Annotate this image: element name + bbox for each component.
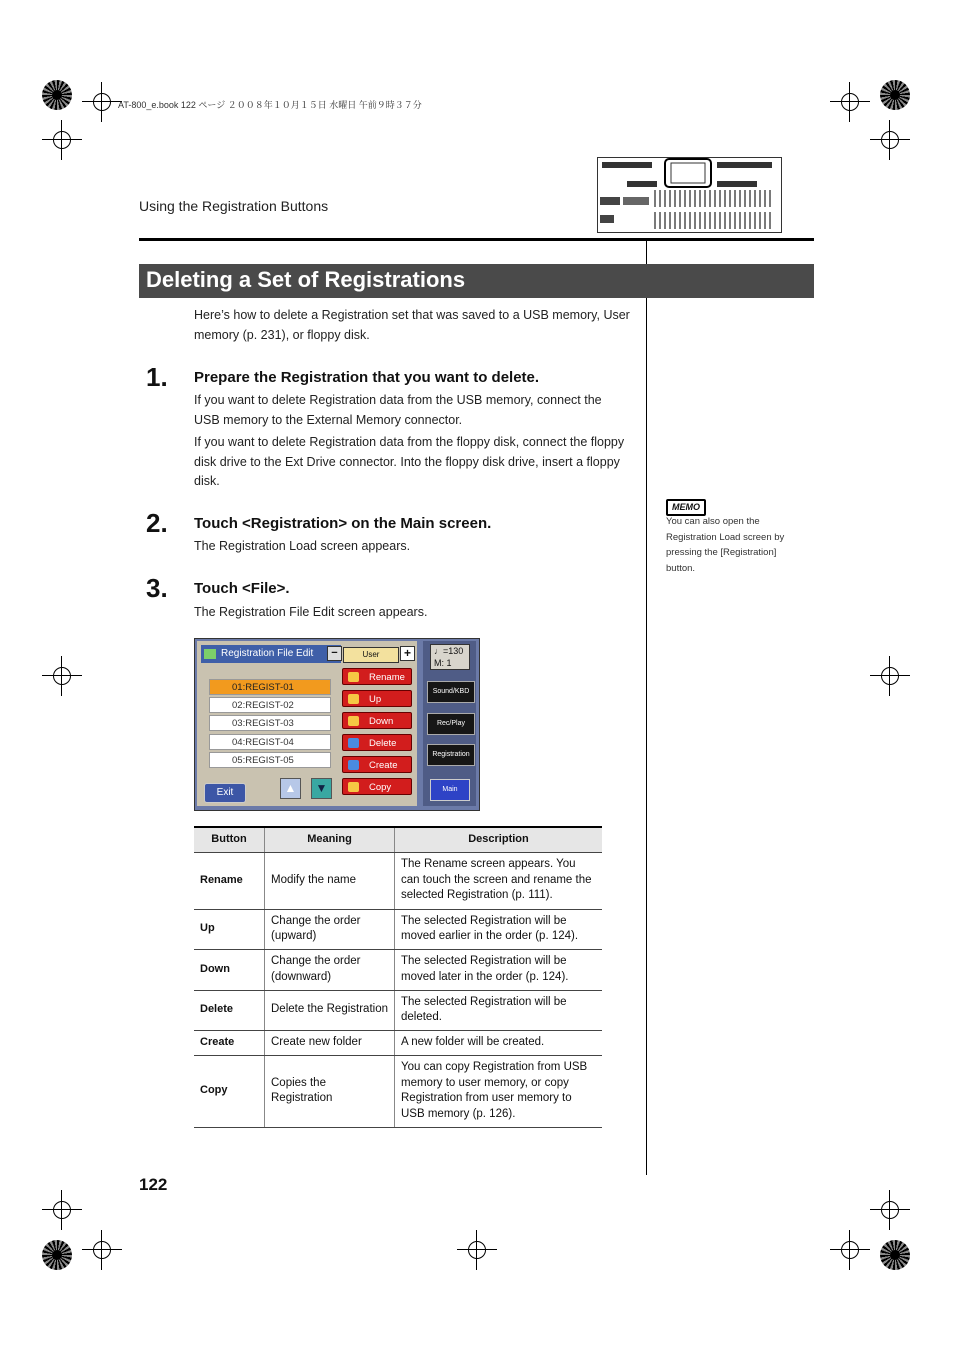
crop-mark — [82, 1230, 122, 1270]
registration-mark — [42, 1240, 72, 1270]
registration-mark — [880, 1240, 910, 1270]
memo-label: MEMO — [672, 502, 700, 512]
up-button[interactable]: Up — [342, 690, 412, 707]
table-cell: Create new folder — [265, 1030, 395, 1055]
delete-button[interactable]: Delete — [342, 734, 412, 751]
delete-icon — [348, 738, 359, 748]
table-row — [194, 949, 602, 990]
page-heading — [139, 264, 814, 298]
memo-text: You can also open the Registration Load screen by pressing the [Registration] button. — [666, 516, 785, 574]
crop-mark — [870, 120, 910, 160]
table-row — [194, 990, 602, 1030]
up-icon — [348, 694, 359, 704]
location-display: User — [343, 647, 399, 663]
location-minus-button[interactable]: − — [327, 646, 342, 661]
table-header: Description — [395, 827, 603, 852]
table-cell: Modify the name — [265, 852, 395, 909]
file-row[interactable]: 01:REGIST-01 — [209, 679, 331, 695]
header-rule — [139, 238, 814, 241]
table-cell: You can copy Registration from USB memory to user memory, or copy Registration from user memory to USB memory (p. 126). — [395, 1055, 603, 1127]
step-3-para-1: The Registration File Edit screen appears. — [194, 605, 428, 619]
column-divider — [646, 240, 647, 1175]
registration-file-edit-screen — [194, 638, 480, 811]
crop-mark — [42, 120, 82, 160]
crop-mark — [870, 656, 910, 696]
screen-title: Registration File Edit — [201, 645, 341, 663]
create-folder-icon — [348, 760, 359, 770]
step-number-2: 2. — [146, 508, 168, 538]
table-cell: Down — [194, 949, 265, 990]
table-cell: Delete — [194, 990, 265, 1030]
step-2-para-1: The Registration Load screen appears. — [194, 539, 411, 553]
heading-text: Deleting a Set of Registrations — [146, 267, 466, 292]
table-row — [194, 1030, 602, 1055]
file-info: AT-800_e.book 122 ページ ２００８年１０月１５日 水曜日 午前９時３７分 — [118, 100, 422, 110]
table-row — [194, 852, 602, 909]
file-row[interactable]: 03:REGIST-03 — [209, 715, 331, 731]
step-1-para-1: If you want to delete Registration data from the USB memory, connect the USB memory to the External Memory connector. — [194, 393, 602, 427]
scroll-up-button[interactable]: ▲ — [280, 778, 301, 799]
crop-mark — [870, 1190, 910, 1230]
crop-mark — [82, 82, 122, 122]
registration-button[interactable]: Registration — [427, 744, 475, 766]
copy-button[interactable]: Copy — [342, 778, 412, 795]
table-header: Button — [194, 827, 265, 852]
screen-main-area — [197, 641, 417, 806]
organ-panel-illustration — [597, 157, 782, 233]
table-cell: Up — [194, 909, 265, 949]
registration-mark — [880, 80, 910, 110]
intro-text: Here’s how to delete a Registration set that was saved to a USB memory, User memory (p. 231), or floppy disk. — [194, 308, 630, 342]
table-cell: Copy — [194, 1055, 265, 1127]
tempo-display: ♩=130 M: 1 — [430, 644, 470, 670]
copy-icon — [348, 782, 359, 792]
table-row — [194, 1055, 602, 1127]
rec-play-button[interactable]: Rec/Play — [427, 713, 475, 735]
page-number: 122 — [139, 1175, 168, 1194]
folder-icon — [204, 649, 216, 659]
table-cell: The Rename screen appears. You can touch the screen and rename the selected Registration (p. 111). — [395, 852, 603, 909]
step-title-3: Touch <File>. — [194, 580, 290, 597]
crop-mark — [457, 1230, 497, 1270]
step-1-para-2: If you want to delete Registration data from the floppy disk, connect the floppy disk drive to the Ext Drive connector. Into the floppy disk drive, insert a floppy disk. — [194, 435, 625, 488]
location-plus-button[interactable]: + — [400, 646, 415, 661]
table-cell: Change the order (downward) — [265, 949, 395, 990]
table-header-row — [194, 827, 602, 852]
sound-kbd-button[interactable]: Sound/KBD — [427, 681, 475, 703]
screen-side-panel — [423, 641, 476, 806]
file-row[interactable]: 04:REGIST-04 — [209, 734, 331, 750]
crop-mark — [42, 1190, 82, 1230]
table-cell: Delete the Registration — [265, 990, 395, 1030]
table-cell: The selected Registration will be moved later in the order (p. 124). — [395, 949, 603, 990]
table-cell: Copies the Registration — [265, 1055, 395, 1127]
table-cell: Change the order (upward) — [265, 909, 395, 949]
registration-mark — [42, 80, 72, 110]
rename-button[interactable]: Rename — [342, 668, 412, 685]
main-button[interactable]: Main — [430, 779, 470, 801]
crop-mark — [830, 1230, 870, 1270]
down-button[interactable]: Down — [342, 712, 412, 729]
create-button[interactable]: Create — [342, 756, 412, 773]
crop-mark — [830, 82, 870, 122]
table-cell: Create — [194, 1030, 265, 1055]
table-cell: The selected Registration will be deleted. — [395, 990, 603, 1030]
button-table — [194, 826, 602, 1128]
file-row[interactable]: 02:REGIST-02 — [209, 697, 331, 713]
scroll-down-button[interactable]: ▼ — [311, 778, 332, 799]
rename-icon — [348, 672, 359, 682]
exit-button[interactable]: Exit — [204, 783, 246, 803]
section-title: Using the Registration Buttons — [139, 198, 329, 214]
file-row[interactable]: 05:REGIST-05 — [209, 752, 331, 768]
step-title-1: Prepare the Registration that you want to delete. — [194, 369, 540, 386]
table-row — [194, 909, 602, 949]
down-icon — [348, 716, 359, 726]
step-number-3: 3. — [146, 573, 168, 603]
step-number-1: 1. — [146, 362, 168, 392]
table-cell: Rename — [194, 852, 265, 909]
table-cell: A new folder will be created. — [395, 1030, 603, 1055]
table-cell: The selected Registration will be moved earlier in the order (p. 124). — [395, 909, 603, 949]
step-title-2: Touch <Registration> on the Main screen. — [194, 515, 492, 532]
table-header: Meaning — [265, 827, 395, 852]
crop-mark — [42, 656, 82, 696]
